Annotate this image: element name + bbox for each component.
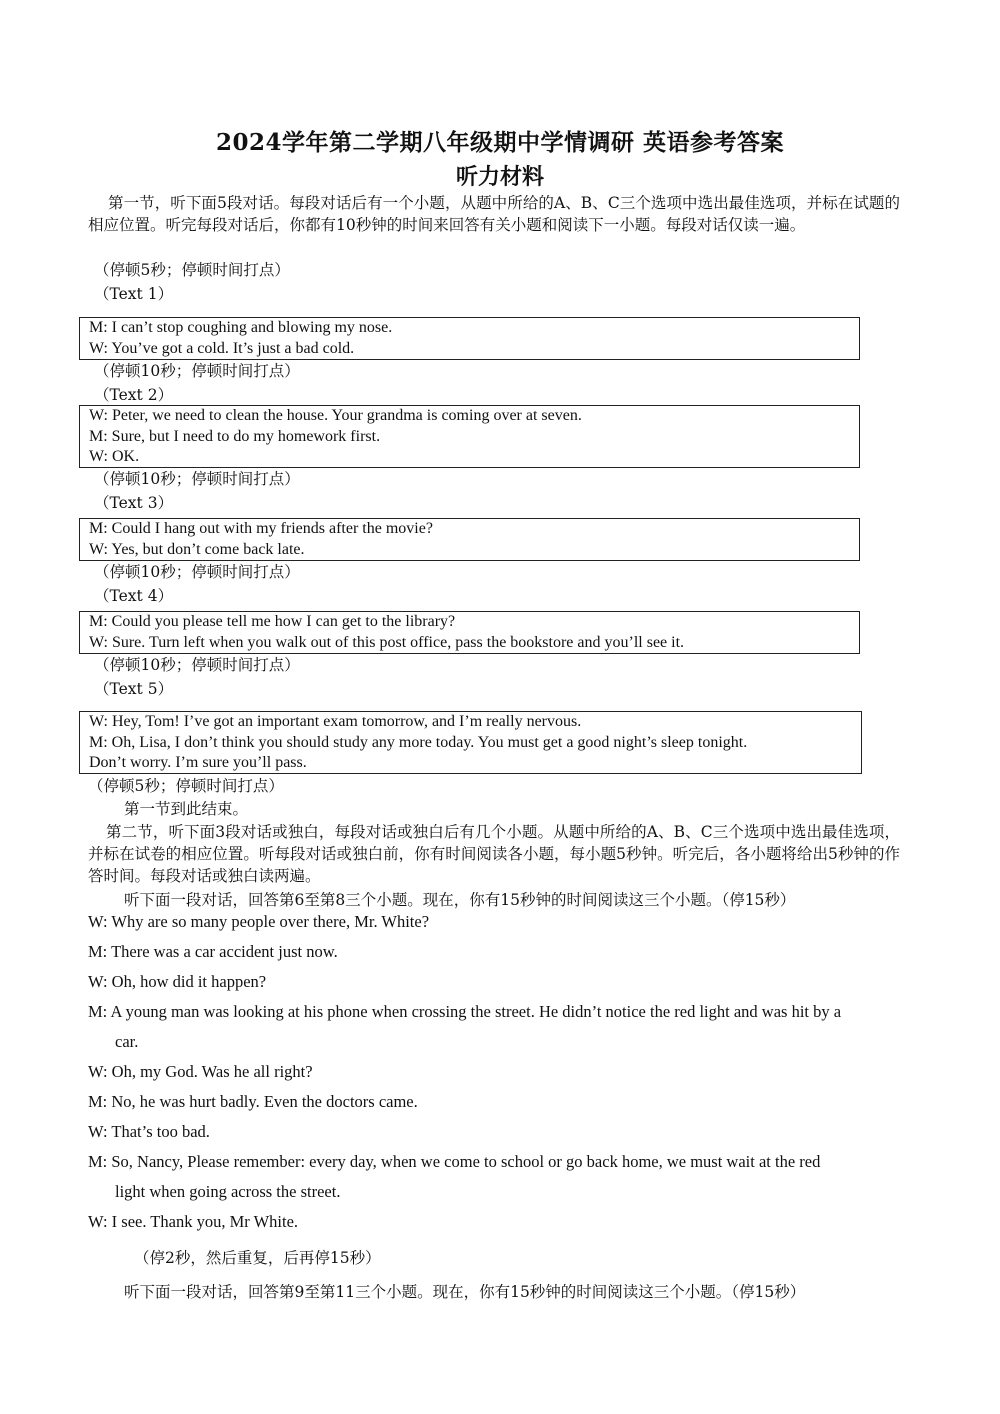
pause-note: （停顿10秒；停顿时间打点） — [94, 470, 300, 488]
dialog-line: M: No, he was hurt badly. Even the doctors came. — [88, 1092, 418, 1111]
dialogue-line: W: Yes, but don’t come back late. — [89, 540, 305, 558]
dialogue-box-text3 — [79, 518, 860, 561]
dialog-line: W: That’s too bad. — [88, 1122, 210, 1141]
dialog-line: W: I see. Thank you, Mr White. — [88, 1212, 299, 1231]
dialog-line: M: So, Nancy, Please remember: every day, when we come to school or go back home, we must wait at the red — [88, 1152, 821, 1171]
pause-note: （停2秒，然后重复，后再停15秒） — [134, 1249, 381, 1267]
dialog-line: W: Oh, how did it happen? — [88, 972, 267, 991]
dialog-line: W: Why are so many people over there, Mr. White? — [88, 912, 430, 931]
text-label: （Text 2） — [94, 386, 174, 404]
section2-intro: 第二节，听下面3段对话或独白，每段对话或独白后有几个小题。从题中所给的A、B、C三个选项中选出最佳选项，并标在试卷的相应位置。听每段对话或独白前，你有时间阅读各小题，每小题5秒钟。听完后，各小题将给出5秒钟的作答时间。每段对话或独白读两遍。 — [88, 823, 900, 885]
dialogue-line: W: Peter, we need to clean the house. Your grandma is coming over at seven. — [89, 407, 582, 424]
dialog1-intro: 听下面一段对话，回答第6至第8三个小题。现在，你有15秒钟的时间阅读这三个小题。（停15秒） — [124, 891, 796, 909]
page-title: 2024学年第二学期八年级期中学情调研 英语参考答案 — [215, 129, 785, 156]
dialog-line-continuation: car. — [115, 1032, 139, 1051]
pause-note: （停顿10秒；停顿时间打点） — [94, 362, 300, 380]
text-label: （Text 1） — [94, 285, 174, 303]
dialogue-line: M: I can’t stop coughing and blowing my nose. — [89, 319, 393, 336]
text-label: （Text 5） — [94, 680, 174, 698]
dialogue-box-text1 — [79, 317, 860, 360]
dialogue-line: Don’t worry. I’m sure you’ll pass. — [89, 754, 307, 771]
dialogue-line: W: Hey, Tom! I’ve got an important exam tomorrow, and I’m really nervous. — [89, 713, 582, 730]
section1-end: 第一节到此结束。 — [124, 800, 249, 818]
section1-intro: 第一节，听下面5段对话。每段对话后有一个小题，从题中所给的A、B、C三个选项中选出最佳选项，并标在试题的相应位置。听完每段对话后，你都有10秒钟的时间来回答有关小题和阅读下一小题。每段对话仅读一遍。 — [88, 194, 900, 234]
dialog-line: W: Oh, my God. Was he all right? — [88, 1062, 313, 1081]
dialogue-box-text2 — [79, 405, 860, 468]
dialogue-line: M: Could I hang out with my friends after the movie? — [89, 520, 433, 537]
dialogue-line: W: Sure. Turn left when you walk out of this post office, pass the bookstore and you’ll see it. — [89, 633, 685, 651]
pause-note: （停顿5秒；停顿时间打点） — [88, 777, 284, 795]
dialog1-transcript — [88, 907, 900, 1237]
dialogue-line: M: Sure, but I need to do my homework first. — [89, 427, 381, 445]
pause-note: （停顿10秒；停顿时间打点） — [94, 656, 300, 674]
pause-note: （停顿5秒；停顿时间打点） — [94, 261, 290, 279]
pause-note: （停顿10秒；停顿时间打点） — [94, 563, 300, 581]
page-subtitle: 听力材料 — [455, 164, 544, 190]
dialogue-line: M: Could you please tell me how I can get to the library? — [89, 613, 456, 630]
dialogue-box-text5 — [79, 711, 862, 774]
text-label: （Text 4） — [94, 587, 174, 605]
dialog-line: M: There was a car accident just now. — [88, 942, 338, 961]
dialogue-line: M: Oh, Lisa, I don’t think you should study any more today. You must get a good night’s sleep tonight. — [89, 733, 748, 751]
dialog2-intro: 听下面一段对话，回答第9至第11三个小题。现在，你有15秒钟的时间阅读这三个小题。（停15秒） — [124, 1283, 806, 1301]
dialogue-line: W: OK. — [89, 448, 140, 465]
dialogue-line: W: You’ve got a cold. It’s just a bad cold. — [89, 339, 355, 357]
dialogue-box-text4 — [79, 611, 860, 654]
dialog-line: M: A young man was looking at his phone when crossing the street. He didn’t notice the red light and was hit by a — [88, 1002, 842, 1021]
dialog-line-continuation: light when going across the street. — [115, 1182, 341, 1201]
text-label: （Text 3） — [94, 494, 174, 512]
